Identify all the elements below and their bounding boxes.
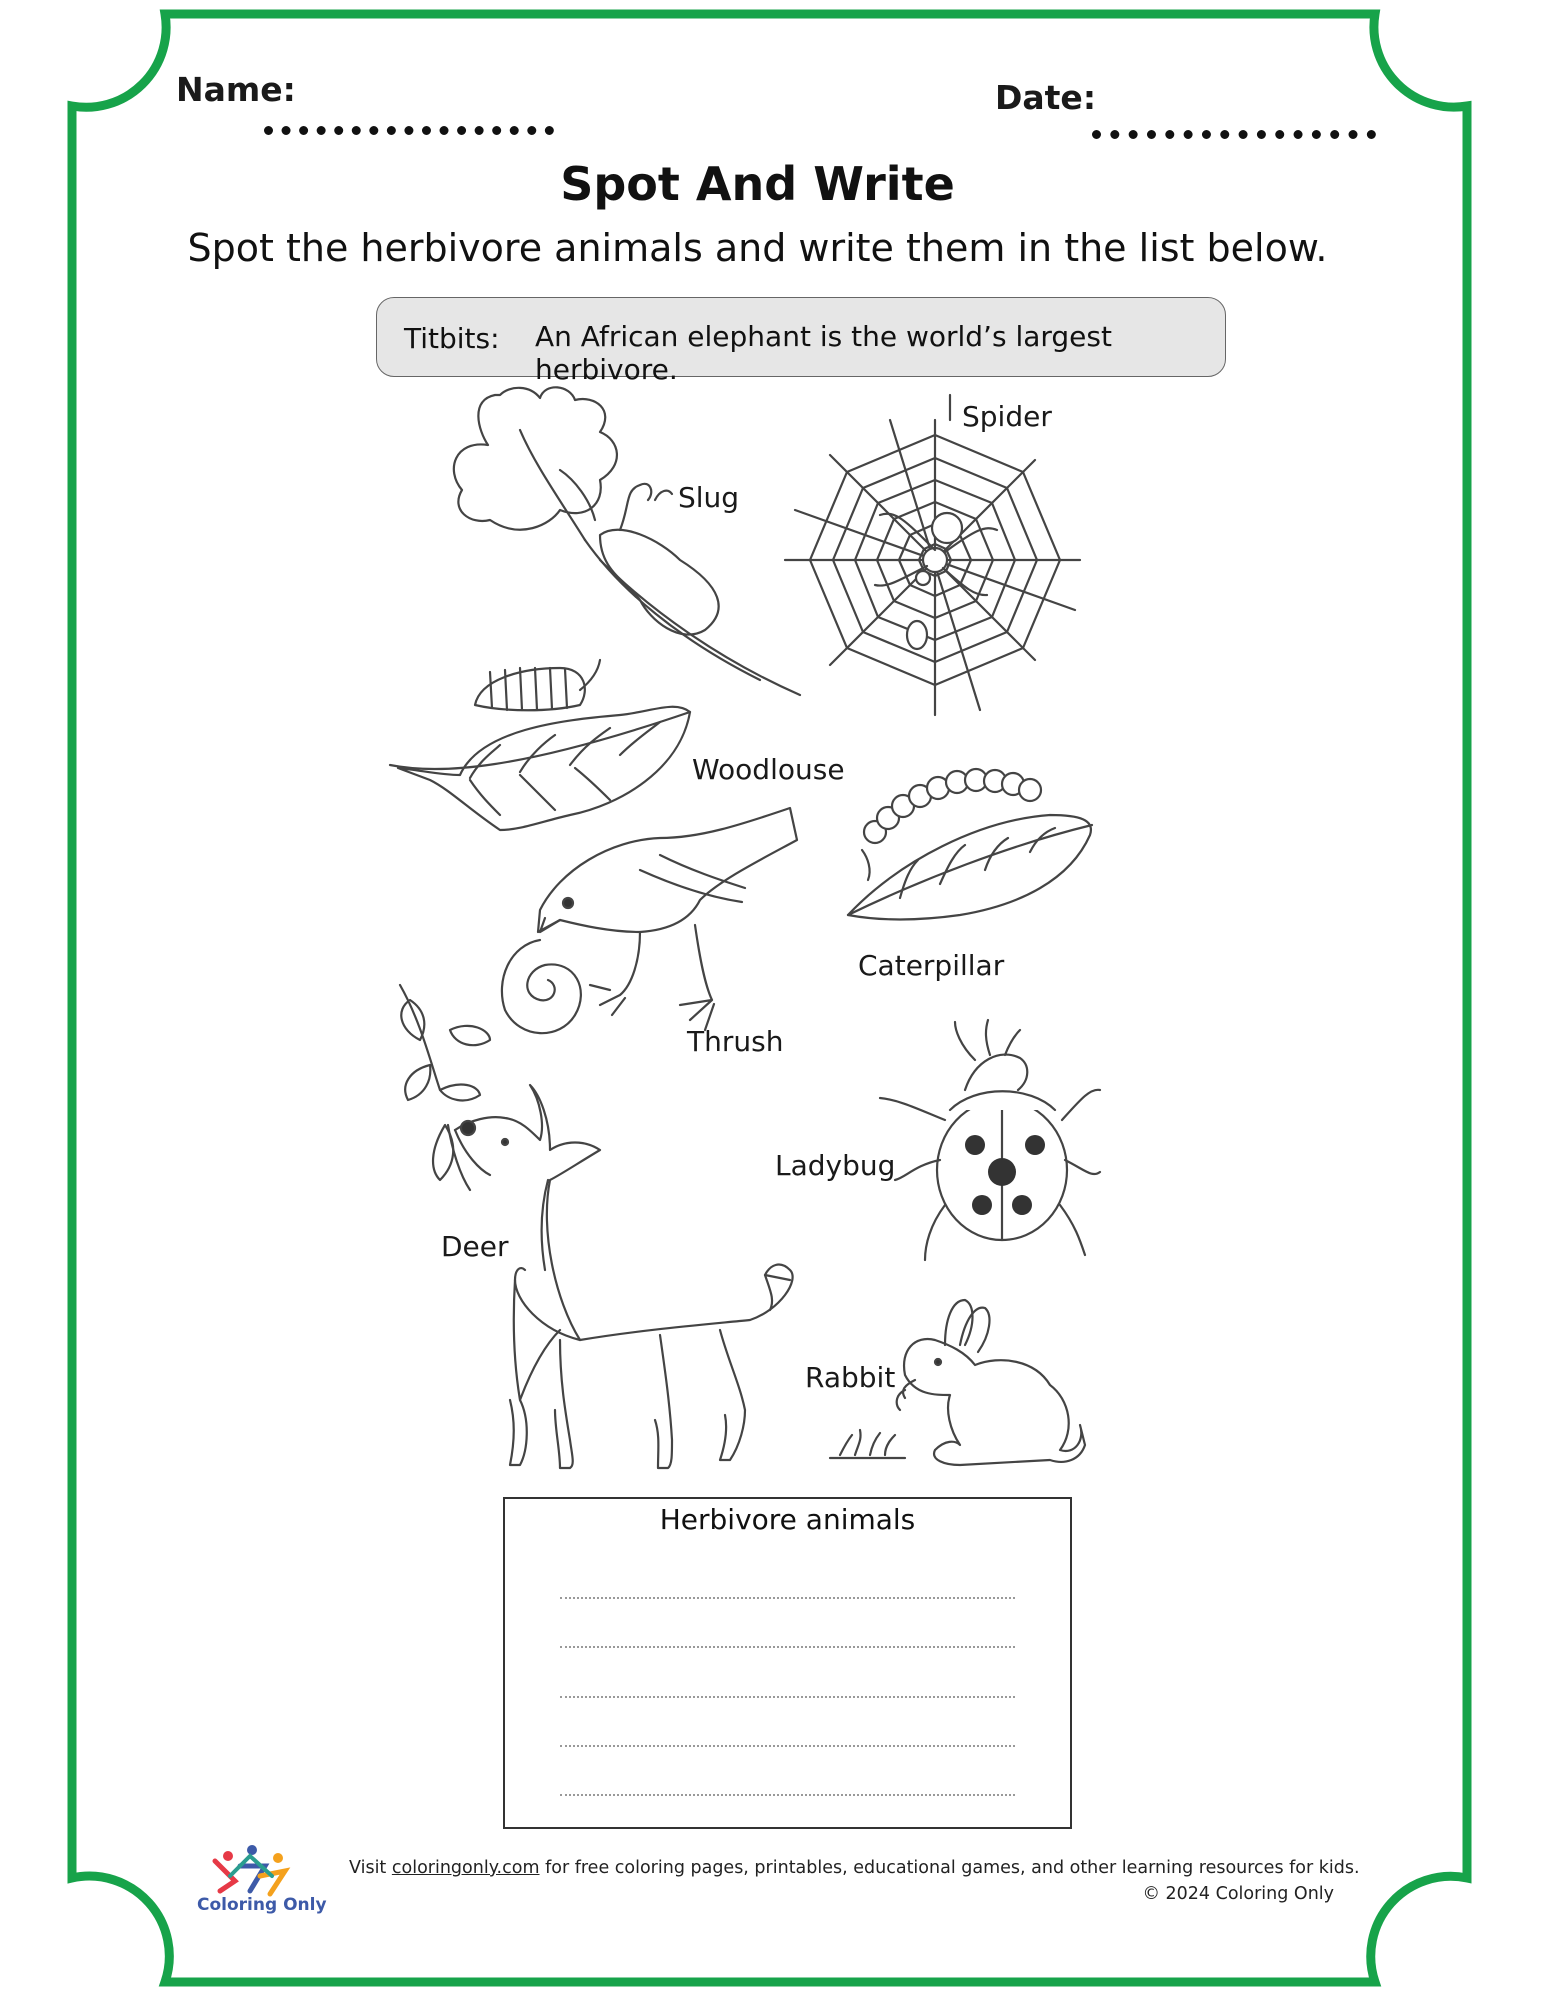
name-label: Name: [176, 70, 296, 109]
label-deer: Deer [441, 1230, 509, 1263]
date-label: Date: [995, 78, 1097, 117]
answer-line-2[interactable] [560, 1646, 1015, 1648]
copyright: © 2024 Coloring Only [1142, 1884, 1334, 1904]
ladybug-illustration [880, 1020, 1100, 1260]
titbits-label: Titbits: [404, 322, 500, 355]
label-slug: Slug [678, 481, 740, 514]
label-caterpillar: Caterpillar [858, 949, 1005, 982]
label-thrush: Thrush [687, 1025, 784, 1058]
list-heading: Herbivore animals [659, 1503, 916, 1536]
thrush-illustration [502, 808, 797, 1033]
label-spider: Spider [962, 400, 1052, 433]
label-rabbit: Rabbit [805, 1361, 896, 1394]
answer-line-1[interactable] [560, 1597, 1015, 1599]
logo-text: Coloring Only [197, 1895, 327, 1915]
footer-visit-prefix: Visit [349, 1858, 387, 1878]
answer-line-4[interactable] [560, 1745, 1015, 1747]
page-title: Spot And Write [560, 157, 955, 211]
footer-text [349, 1858, 1360, 1878]
instructions: Spot the herbivore animals and write them in the list below. [187, 226, 1328, 270]
titbits-text: An African elephant is the world’s largest herbivore. [535, 320, 1112, 386]
footer-link[interactable]: coloringonly.com [391, 1858, 540, 1878]
herbivore-list-box [503, 1497, 1072, 1829]
slug-illustration [454, 387, 800, 695]
caterpillar-illustration [848, 769, 1092, 920]
woodlouse-illustration [390, 660, 690, 830]
spider-illustration [785, 395, 1080, 715]
answer-line-5[interactable] [560, 1794, 1015, 1796]
label-woodlouse: Woodlouse [692, 753, 845, 786]
footer-visit-suffix: for free coloring pages, printables, educational games, and other learning resources for kids. [545, 1858, 1360, 1878]
answer-line-3[interactable] [560, 1696, 1015, 1698]
label-ladybug: Ladybug [775, 1149, 896, 1182]
